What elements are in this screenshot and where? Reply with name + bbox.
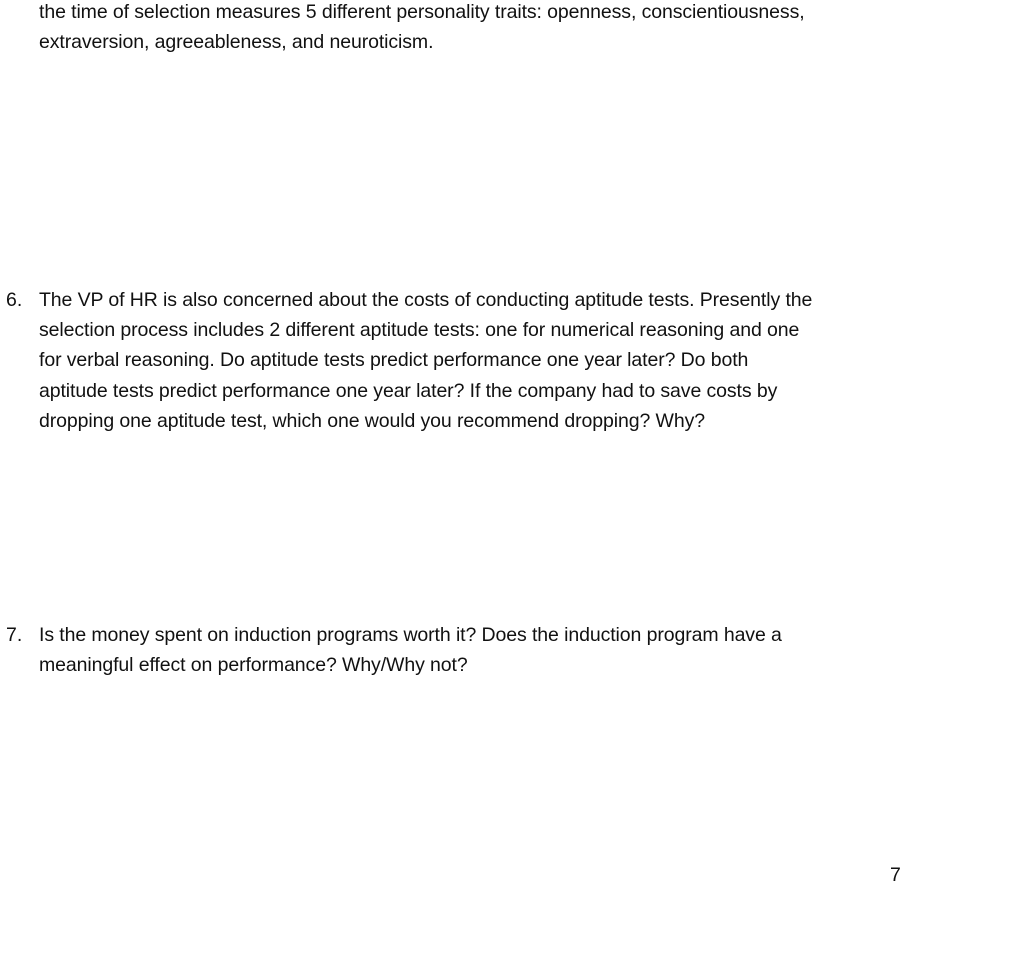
- question-line: for verbal reasoning. Do aptitude tests predict performance one year later? Do both: [39, 349, 749, 371]
- question-line: aptitude tests predict performance one year later? If the company had to save costs by: [39, 380, 778, 402]
- page-number: 7: [890, 864, 901, 886]
- question-line: meaningful effect on performance? Why/Why not?: [39, 654, 468, 676]
- continued-question-line: extraversion, agreeableness, and neuroticism.: [39, 31, 434, 53]
- question-line: dropping one aptitude test, which one would you recommend dropping? Why?: [39, 410, 705, 432]
- question-number: 6.: [6, 289, 23, 311]
- question-number: 7.: [6, 624, 23, 646]
- question-line: Is the money spent on induction programs worth it? Does the induction program have a: [39, 624, 782, 646]
- question-line: The VP of HR is also concerned about the costs of conducting aptitude tests. Presently the: [39, 289, 813, 311]
- question-line: selection process includes 2 different aptitude tests: one for numerical reasoning and one: [39, 319, 800, 341]
- continued-question-line: the time of selection measures 5 different personality traits: openness, conscientiousness,: [39, 1, 805, 23]
